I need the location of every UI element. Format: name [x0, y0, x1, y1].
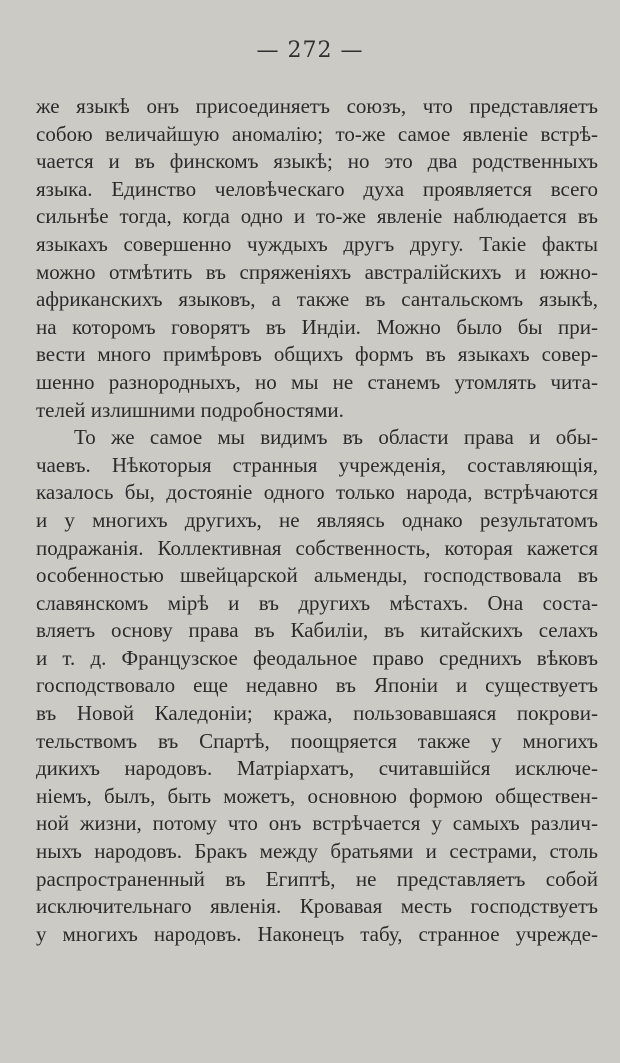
text-line: телей излишними подробностями.	[36, 397, 344, 422]
text-line: особенностью швейцарской альменды, господствовала въ	[36, 563, 598, 588]
text-line: языка. Единство человѣческаго духа проявляется всего	[36, 176, 598, 201]
text-line: языкахъ совершенно чуждыхъ другъ другу. Такіе факты	[36, 231, 598, 256]
text-line: исключительнаго явленія. Кровавая месть господствуетъ	[36, 894, 598, 919]
text-line: То же самое мы видимъ въ области права и обы-	[74, 425, 598, 450]
text-line: сильнѣе тогда, когда одно и то-же явленіе наблюдается въ	[36, 204, 598, 229]
text-line: чается и въ финскомъ языкѣ; но это два родственныхъ	[36, 149, 598, 174]
text-line: господствовало еще недавно въ Японіи и существуетъ	[36, 673, 598, 698]
text-line: вести много примѣровъ общихъ формъ въ языкахъ совер-	[36, 342, 598, 367]
text-line: ной жизни, потому что онъ встрѣчается у самыхъ различ-	[36, 811, 598, 836]
text-line: славянскомъ мірѣ и въ другихъ мѣстахъ. Она соста-	[36, 590, 598, 615]
text-line: казалось бы, достояніе одного только народа, встрѣчаются	[36, 480, 598, 505]
page-number: — 272 —	[256, 38, 364, 63]
text-line: на которомъ говорятъ въ Индіи. Можно было бы при-	[36, 314, 598, 339]
text-line: чаевъ. Нѣкоторыя странныя учрежденія, составляющія,	[36, 452, 598, 477]
text-line: у многихъ народовъ. Наконецъ табу, странное учрежде-	[36, 921, 598, 946]
text-line: и у многихъ другихъ, не являясь однако результатомъ	[36, 507, 598, 532]
text-line: тельствомъ въ Спартѣ, поощряется также у многихъ	[36, 728, 598, 753]
text-line: подражанія. Коллективная собственность, которая кажется	[36, 535, 598, 560]
text-line: дикихъ народовъ. Матріархатъ, считавшійся исключе-	[36, 756, 598, 781]
text-line: африканскихъ языковъ, а также въ сантальскомъ языкѣ,	[36, 287, 598, 312]
text-line: собою величайшую аномалію; то-же самое явленіе встрѣ-	[36, 121, 598, 146]
text-line: распространенный въ Египтѣ, не представляетъ собой	[36, 866, 598, 891]
text-line: въ Новой Каледоніи; кража, пользовавшаяся покрови-	[36, 701, 598, 726]
body-text	[36, 93, 598, 948]
text-line: вляетъ основу права въ Кабиліи, въ китайскихъ селахъ	[36, 618, 598, 643]
text-line: можно отмѣтить въ спряженіяхъ австралійскихъ и южно-	[36, 259, 598, 284]
text-line: же языкѣ онъ присоединяетъ союзъ, что представляетъ	[36, 94, 598, 118]
text-line: шенно разнородныхъ, но мы не станемъ утомлять чита-	[36, 369, 598, 394]
text-line: ніемъ, былъ, быть можетъ, основною формою обществен-	[36, 783, 598, 808]
text-line: ныхъ народовъ. Бракъ между братьями и сестрами, столь	[36, 839, 598, 864]
text-line: и т. д. Французское феодальное право среднихъ вѣковъ	[36, 645, 598, 670]
